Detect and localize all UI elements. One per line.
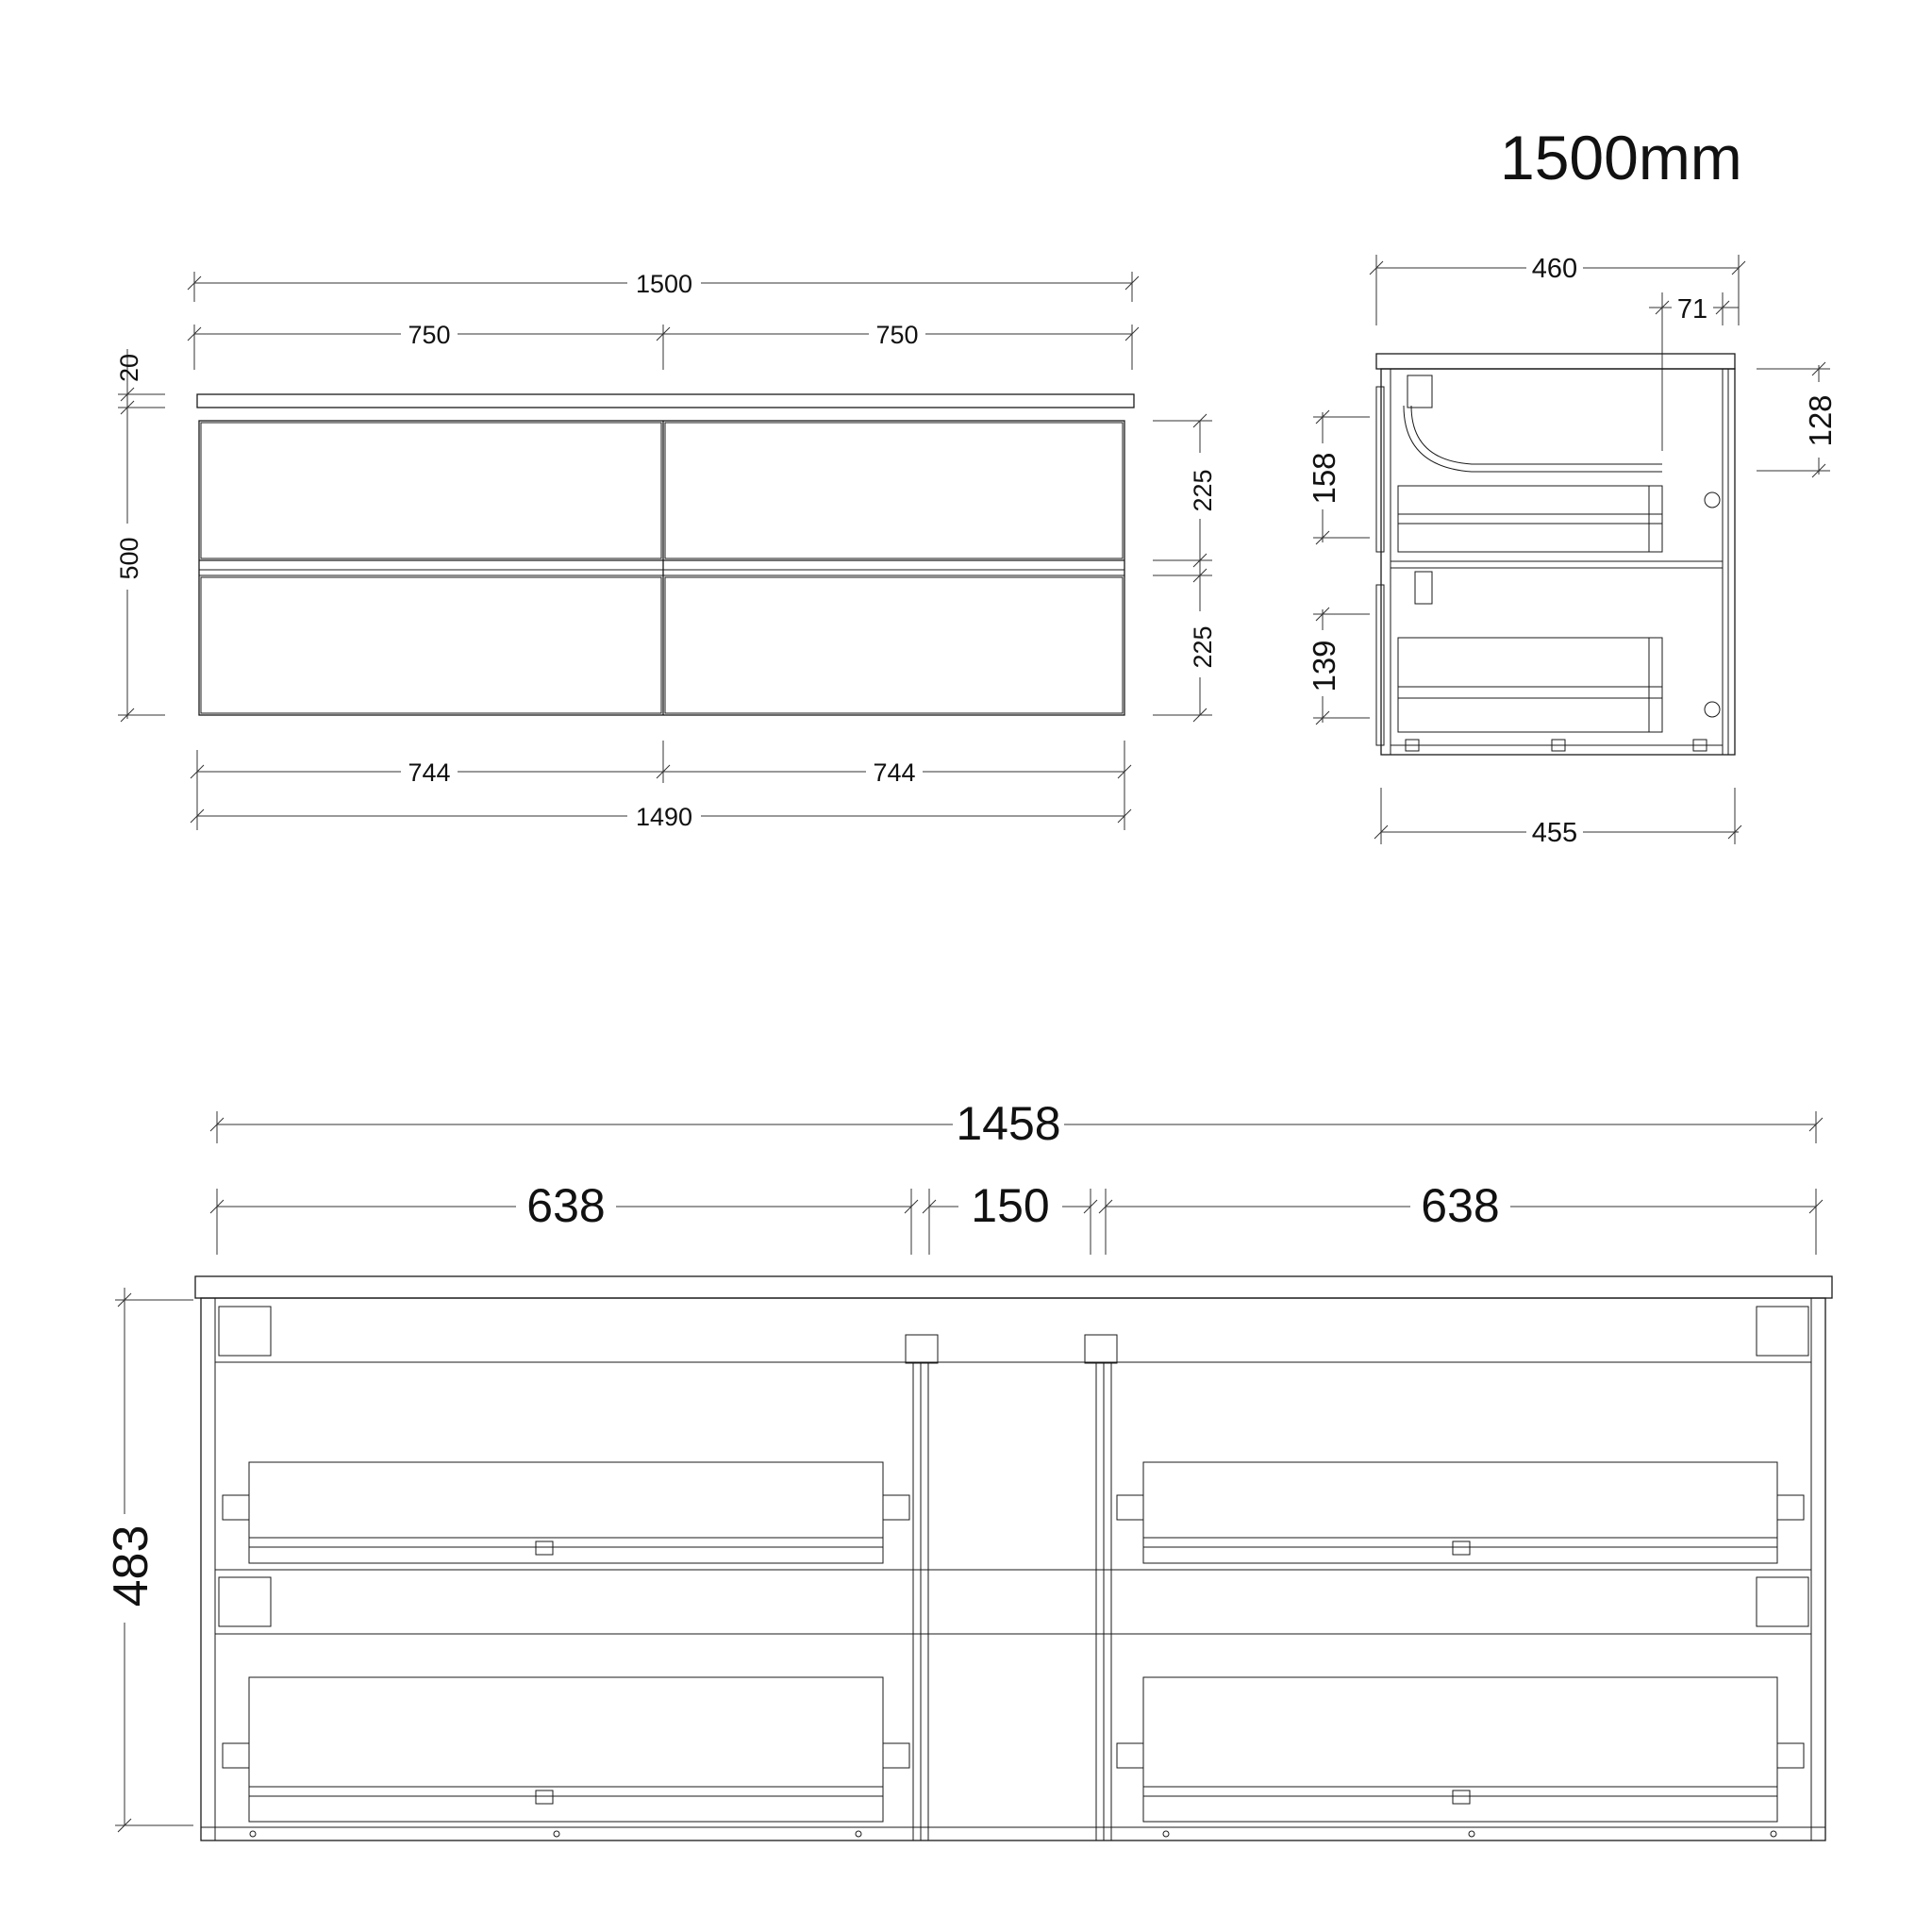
- front-view: [113, 269, 1217, 831]
- svg-text:750: 750: [875, 321, 919, 349]
- svg-text:71: 71: [1676, 294, 1708, 325]
- svg-text:128: 128: [1803, 394, 1838, 447]
- dim-side-right: [1757, 362, 1838, 477]
- dim-left-heights: [113, 349, 165, 722]
- svg-text:1458: 1458: [956, 1097, 1061, 1150]
- front-cabinet: [197, 394, 1134, 715]
- side-view: [1306, 253, 1838, 848]
- interior-view: [104, 1097, 1832, 1840]
- svg-text:750: 750: [408, 321, 451, 349]
- svg-text:483: 483: [104, 1524, 158, 1607]
- svg-text:744: 744: [873, 758, 916, 787]
- svg-text:158: 158: [1307, 452, 1341, 505]
- dim-interior-height: [104, 1288, 193, 1832]
- dim-side-drawers: [1306, 410, 1370, 724]
- svg-text:455: 455: [1531, 818, 1578, 848]
- svg-text:1490: 1490: [635, 803, 693, 831]
- svg-text:744: 744: [408, 758, 451, 787]
- dim-interior-overall: [210, 1097, 1823, 1150]
- side-cabinet: [1376, 354, 1735, 755]
- dim-depth-bottom: [1374, 788, 1741, 848]
- svg-text:638: 638: [526, 1179, 606, 1232]
- dim-drawer-heights: [1153, 414, 1217, 722]
- svg-text:150: 150: [971, 1179, 1050, 1232]
- svg-text:1500: 1500: [635, 270, 693, 298]
- svg-text:20: 20: [115, 353, 143, 383]
- svg-text:500: 500: [115, 537, 143, 580]
- svg-text:225: 225: [1189, 469, 1217, 512]
- dim-offset: [1649, 292, 1739, 451]
- svg-text:460: 460: [1531, 254, 1578, 284]
- interior-cabinet: [195, 1276, 1832, 1840]
- svg-text:638: 638: [1421, 1179, 1500, 1232]
- svg-text:225: 225: [1189, 625, 1217, 669]
- dim-interior-sections: [210, 1179, 1823, 1255]
- dim-bottom-widths: [191, 741, 1131, 831]
- dim-half-widths: [188, 320, 1139, 370]
- size-title: 1500mm: [1500, 123, 1742, 192]
- dim-overall-width: [188, 269, 1139, 302]
- svg-text:139: 139: [1307, 640, 1341, 692]
